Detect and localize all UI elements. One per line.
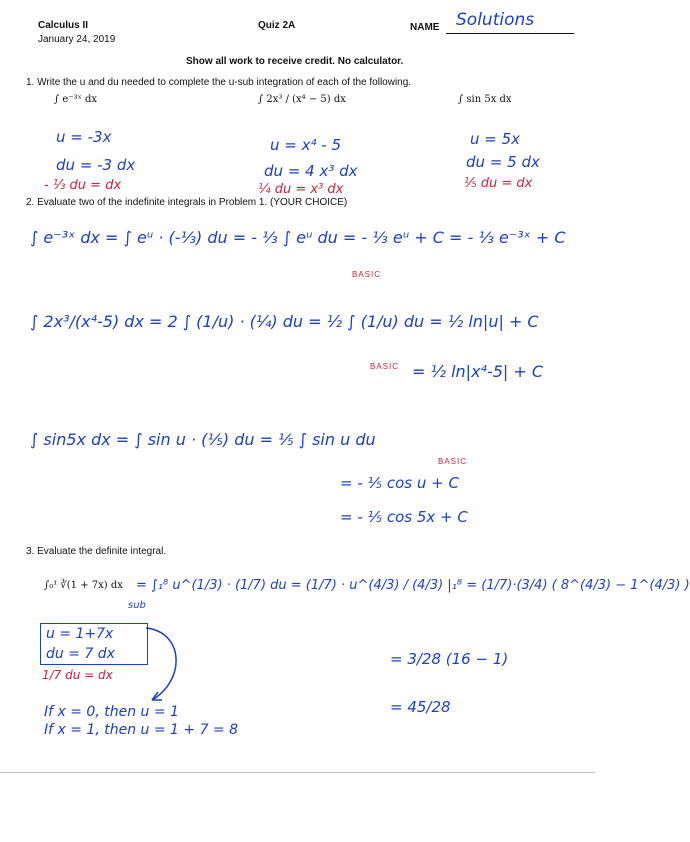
problem3-u: u = 1+7x — [46, 626, 114, 642]
problem1-du-b: du = 4 x³ dx — [264, 162, 358, 180]
basic-label-1: BASIC — [352, 270, 382, 279]
instructions: Show all work to receive credit. No calculator. — [186, 56, 404, 67]
course-title: Calculus II — [38, 20, 89, 31]
problem1-dx-c: ⅕ du = dx — [464, 176, 533, 191]
substitution-arrow — [140, 620, 190, 710]
problem3-dx: 1/7 du = dx — [42, 668, 113, 682]
problem1-du-c: du = 5 dx — [466, 153, 540, 171]
problem1-u-a: u = -3x — [56, 128, 112, 146]
quiz-title: Quiz 2A — [258, 20, 296, 31]
problem3-integral: ∫₀¹ ∛(1 + 7x) dx — [44, 580, 123, 591]
problem2-line2: ∫ 2x³/(x⁴-5) dx = 2 ∫ (1/u) · (¼) du = ½ ∫ (1/u) du = ½ ln|u| + C — [30, 312, 539, 331]
problem3-if1: If x = 0, then u = 1 — [44, 704, 179, 720]
problem1-du-a: du = -3 dx — [56, 156, 136, 174]
problem2-line2b: = ½ ln|x⁴-5| + C — [412, 362, 544, 381]
problem1-prompt: 1. Write the u and du needed to complete the u-sub integration of each of the following. — [26, 77, 412, 88]
problem1-u-c: u = 5x — [470, 130, 521, 148]
basic-label-3: BASIC — [438, 457, 468, 466]
problem2-prompt: 2. Evaluate two of the indefinite integrals in Problem 1. (YOUR CHOICE) — [26, 197, 348, 208]
problem3-work1: = ∫₁⁸ u^(1/3) · (1/7) du = (1/7) · u^(4/3) / (4/3) |₁⁸ = (1/7)·(3/4) ( 8^(4/3) − 1^(4/3) ) — [136, 578, 690, 593]
problem3-du: du = 7 dx — [46, 646, 115, 662]
problem2-line1: ∫ e⁻³ˣ dx = ∫ eᵘ · (-⅓) du = - ⅓ ∫ eᵘ du = - ⅓ eᵘ + C = - ⅓ e⁻³ˣ + C — [30, 228, 566, 247]
problem3-prompt: 3. Evaluate the definite integral. — [26, 546, 167, 557]
problem1-integral-b: ∫ 2x³ / (x⁴ − 5) dx — [258, 94, 346, 105]
page-divider — [0, 772, 595, 773]
problem3-step2: = 3/28 (16 − 1) — [390, 650, 509, 668]
basic-label-2: BASIC — [370, 362, 400, 371]
quiz-date: January 24, 2019 — [38, 34, 116, 45]
problem2-line3: ∫ sin5x dx = ∫ sin u · (⅕) du = ⅕ ∫ sin u du — [30, 430, 376, 449]
problem1-integral-c: ∫ sin 5x dx — [458, 94, 512, 105]
problem1-dx-b: ¼ du = x³ dx — [258, 182, 344, 197]
problem2-line3c: = - ⅕ cos 5x + C — [340, 508, 468, 526]
problem2-line3b: = - ⅕ cos u + C — [340, 474, 459, 492]
problem3-answer: = 45/28 — [390, 698, 451, 716]
problem1-u-b: u = x⁴ - 5 — [270, 136, 341, 154]
problem3-if2: If x = 1, then u = 1 + 7 = 8 — [44, 722, 239, 738]
name-underline — [446, 33, 574, 34]
name-value: Solutions — [456, 10, 535, 30]
problem1-integral-a: ∫ e⁻³ˣ dx — [54, 94, 98, 105]
sub-label: sub — [128, 600, 146, 611]
problem1-dx-a: - ⅓ du = dx — [44, 178, 122, 193]
name-label: NAME — [410, 22, 440, 33]
